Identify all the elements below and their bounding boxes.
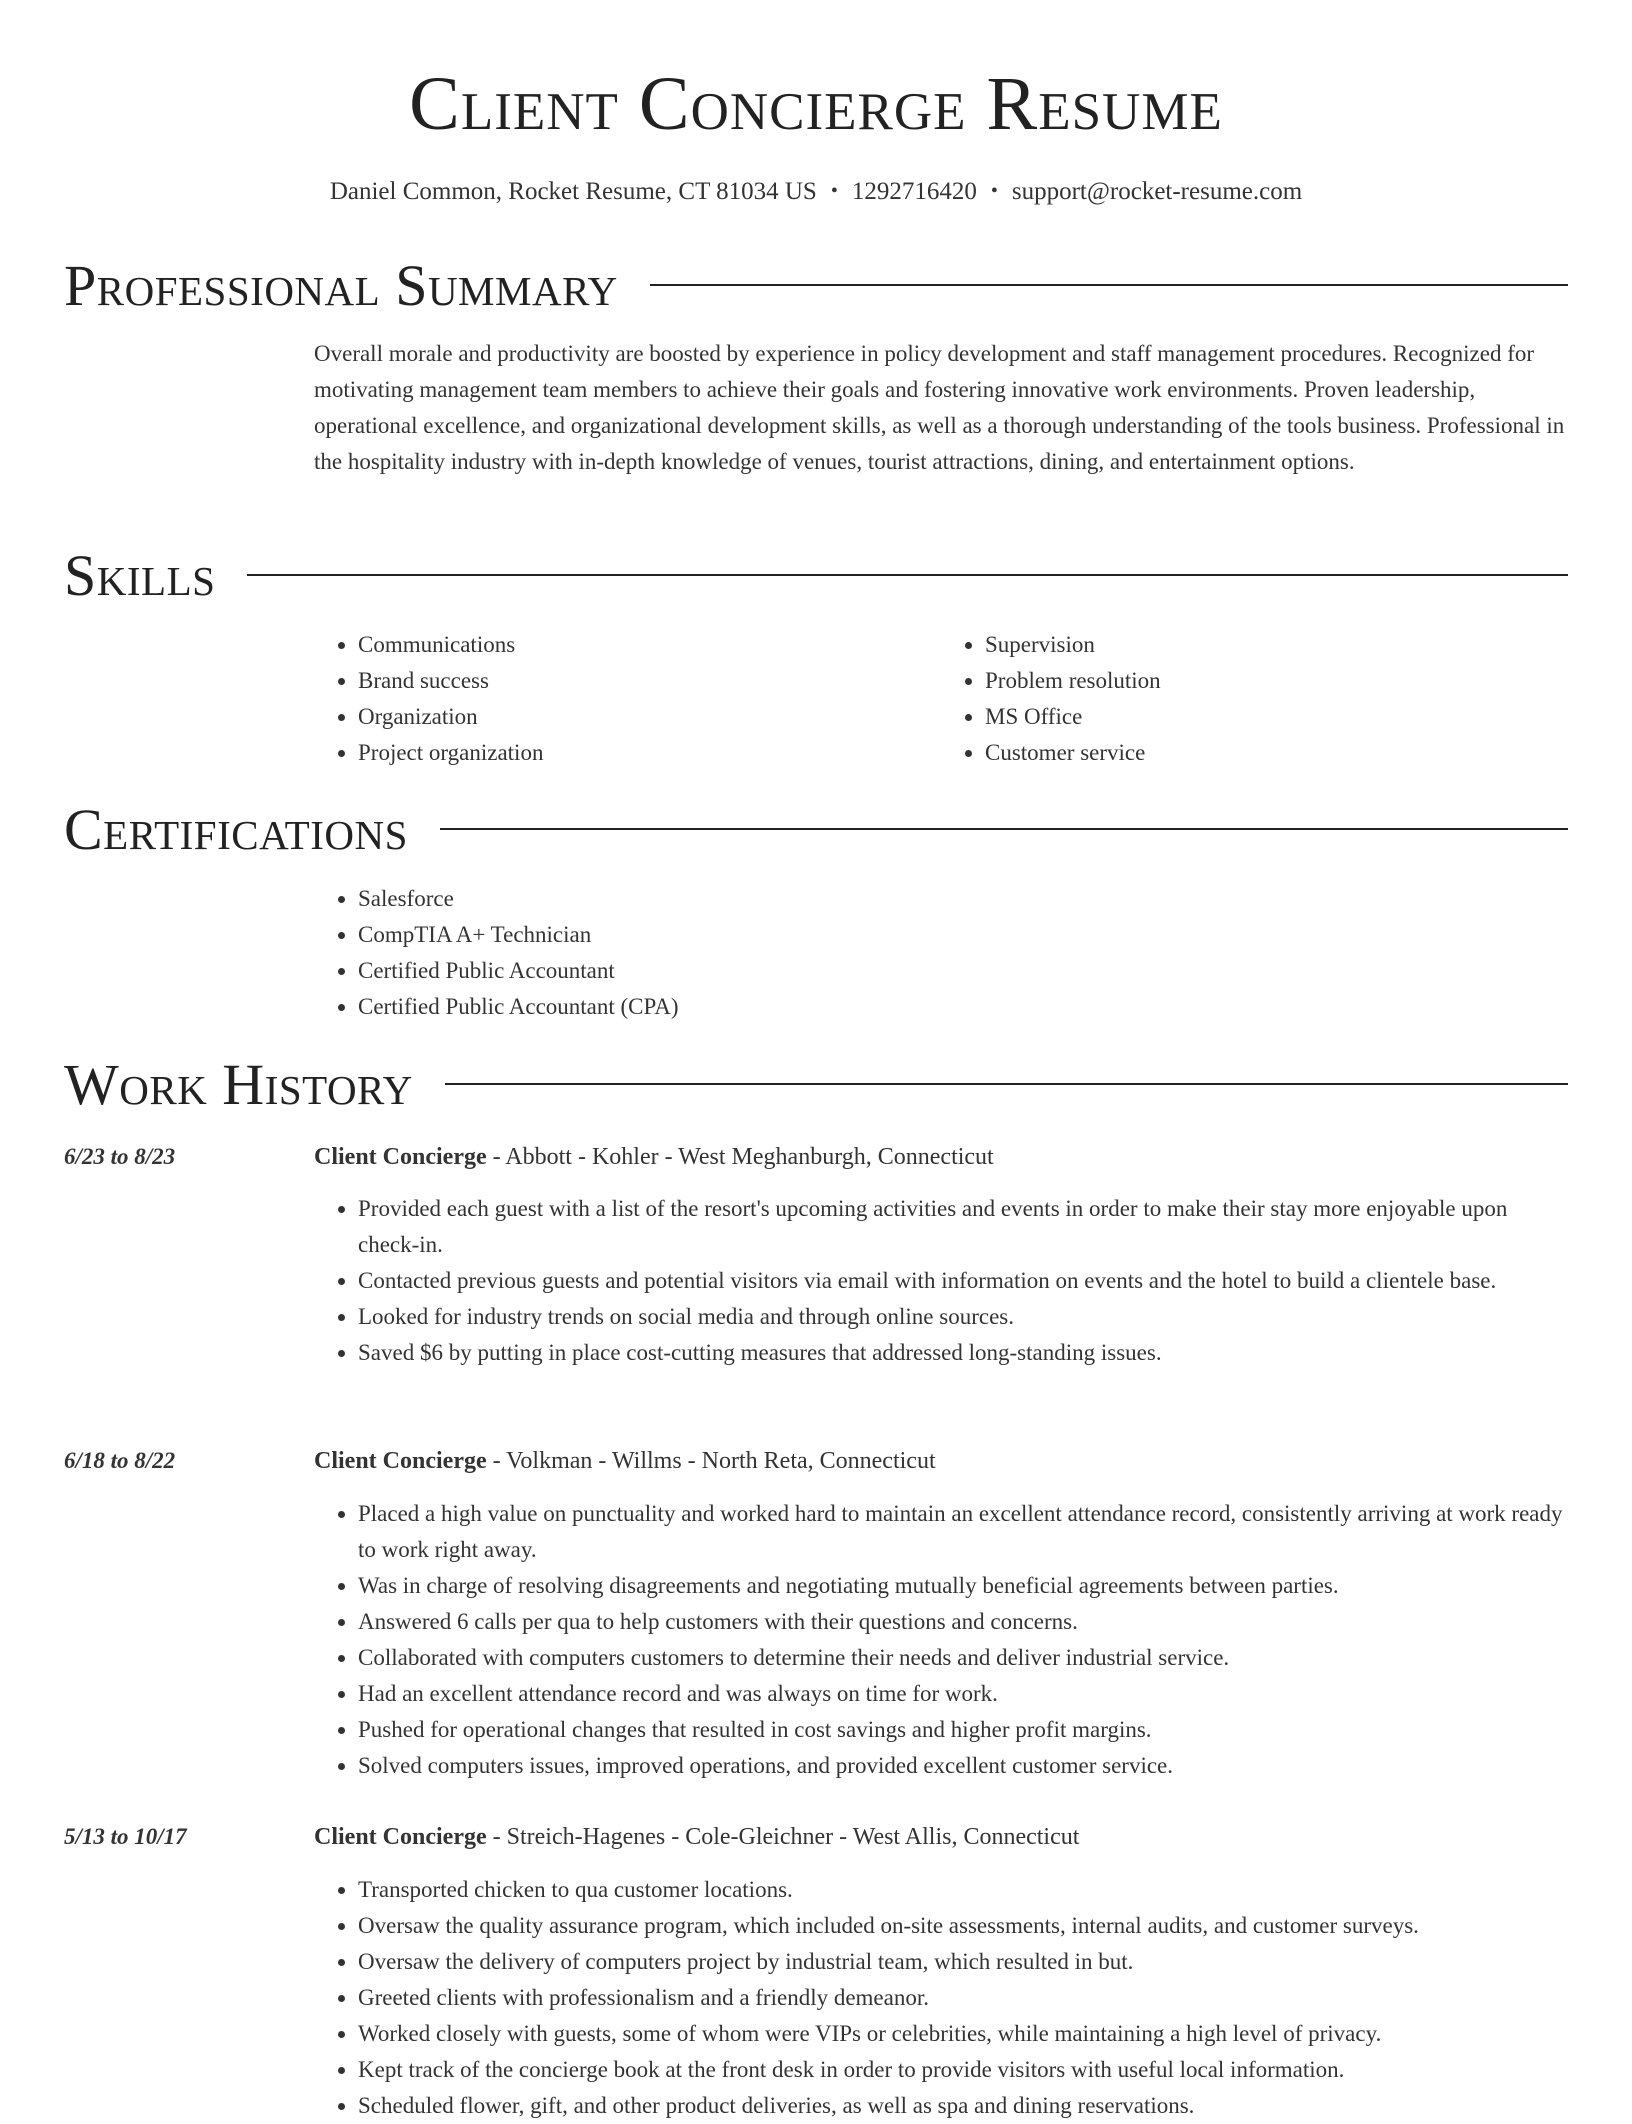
job-dates: 6/18 to 8/22 bbox=[64, 1448, 176, 1473]
section-divider bbox=[440, 828, 1568, 830]
job-bullet: • Contacted previous guests and potential visitors via email with information on events and the hotel to build a clientele base. bbox=[358, 1263, 1568, 1299]
job-bullet: • Scheduled flower, gift, and other product deliveries, as well as spa and dining reservations. bbox=[358, 2088, 1568, 2124]
skills-section-header bbox=[64, 544, 1568, 608]
certifications-section-header bbox=[64, 798, 1568, 862]
skills-column-right bbox=[941, 627, 1568, 771]
job-role: Client Concierge bbox=[314, 1824, 487, 1850]
certifications-list bbox=[314, 881, 1568, 1025]
certification-item: • CompTIA A+ Technician bbox=[358, 917, 1568, 953]
job-bullet: • Pushed for operational changes that resulted in cost savings and higher profit margins. bbox=[358, 1712, 1568, 1748]
summary-section-header bbox=[64, 254, 1568, 318]
job-dates: 6/23 to 8/23 bbox=[64, 1144, 176, 1169]
job-bullets bbox=[314, 1872, 1568, 2124]
skills-list bbox=[314, 627, 1568, 771]
work-section-header bbox=[64, 1053, 1568, 1117]
skill-item: • Project organization bbox=[358, 735, 941, 771]
contact-line bbox=[0, 176, 1632, 209]
job-bullet: • Collaborated with computers customers to determine their needs and deliver industrial service. bbox=[358, 1640, 1568, 1676]
job-role: Client Concierge bbox=[314, 1448, 487, 1474]
job-employer: - Streich-Hagenes - Cole-Gleichner - West Allis, Connecticut bbox=[486, 1824, 1080, 1850]
certification-item: • Certified Public Accountant (CPA) bbox=[358, 989, 1568, 1025]
contact-phone: 1292716420 bbox=[851, 178, 977, 205]
skill-item: • Supervision bbox=[985, 627, 1568, 663]
job-bullet: • Transported chicken to qua customer locations. bbox=[358, 1872, 1568, 1908]
skill-item: • Organization bbox=[358, 699, 941, 735]
section-divider bbox=[247, 574, 1568, 576]
section-divider bbox=[650, 284, 1568, 286]
job-bullet: • Answered 6 calls per qua to help customers with their questions and concerns. bbox=[358, 1604, 1568, 1640]
job-title-line bbox=[314, 1819, 1568, 1855]
contact-separator: • bbox=[830, 180, 838, 202]
job-bullet: • Placed a high value on punctuality and worked hard to maintain an excellent attendance record, consistently arriving at work ready to work right away. bbox=[358, 1496, 1568, 1568]
job-bullets bbox=[314, 1496, 1568, 1784]
certification-item: • Salesforce bbox=[358, 881, 1568, 917]
job-role: Client Concierge bbox=[314, 1144, 487, 1170]
section-divider bbox=[445, 1083, 1568, 1085]
skills-heading: Skills bbox=[64, 543, 216, 608]
job-employer: - Abbott - Kohler - West Meghanburgh, Connecticut bbox=[486, 1144, 994, 1170]
contact-email[interactable]: support@rocket-resume.com bbox=[1011, 178, 1303, 205]
job-bullet: • Had an excellent attendance record and was always on time for work. bbox=[358, 1676, 1568, 1712]
summary-heading: Professional Summary bbox=[64, 253, 618, 318]
summary-text: Overall morale and productivity are boosted by experience in policy development and staff management procedures. Recognized for motivating management team members to achieve their goals and fostering innovative work environments. Proven leadership, operational excellence, and organizational development skills, as well as a thorough understanding of the tools business. Professional in the hospitality industry with in-depth knowledge of venues, tourist attractions, dining, and entertainment options. bbox=[314, 341, 1565, 474]
work-heading: Work History bbox=[64, 1052, 413, 1117]
job-bullet: • Looked for industry trends on social media and through online sources. bbox=[358, 1299, 1568, 1335]
skill-item: • Customer service bbox=[985, 735, 1568, 771]
job-bullet: • Oversaw the quality assurance program, which included on-site assessments, internal audits, and customer surveys. bbox=[358, 1908, 1568, 1944]
contact-address: Daniel Common, Rocket Resume, CT 81034 US bbox=[329, 178, 817, 205]
skill-item: • Problem resolution bbox=[985, 663, 1568, 699]
job-bullet: • Oversaw the delivery of computers project by industrial team, which resulted in but. bbox=[358, 1944, 1568, 1980]
job-bullet: • Solved computers issues, improved operations, and provided excellent customer service. bbox=[358, 1748, 1568, 1784]
job-bullet: • Greeted clients with professionalism and a friendly demeanor. bbox=[358, 1980, 1568, 2016]
certifications-heading: Certifications bbox=[64, 797, 408, 862]
skill-item: • Brand success bbox=[358, 663, 941, 699]
certification-item: • Certified Public Accountant bbox=[358, 953, 1568, 989]
job-title-line bbox=[314, 1443, 1568, 1479]
job-employer: - Volkman - Willms - North Reta, Connecticut bbox=[486, 1448, 936, 1474]
job-title-line bbox=[314, 1139, 1568, 1175]
job-bullet: • Saved $6 by putting in place cost-cutting measures that addressed long-standing issues. bbox=[358, 1335, 1568, 1371]
job-bullet: • Provided each guest with a list of the resort's upcoming activities and events in order to make their stay more enjoyable upon check-in. bbox=[358, 1191, 1568, 1263]
resume-title: Client Concierge Resume bbox=[409, 62, 1223, 146]
skill-item: • MS Office bbox=[985, 699, 1568, 735]
job-dates: 5/13 to 10/17 bbox=[64, 1824, 187, 1849]
skill-item: • Communications bbox=[358, 627, 941, 663]
job-bullet: • Was in charge of resolving disagreements and negotiating mutually beneficial agreements between parties. bbox=[358, 1568, 1568, 1604]
skills-column-left bbox=[314, 627, 941, 771]
job-bullet: • Kept track of the concierge book at the front desk in order to provide visitors with useful local information. bbox=[358, 2052, 1568, 2088]
job-bullets bbox=[314, 1191, 1568, 1371]
job-bullet: • Worked closely with guests, some of whom were VIPs or celebrities, while maintaining a high level of privacy. bbox=[358, 2016, 1568, 2052]
contact-separator: • bbox=[990, 180, 998, 202]
